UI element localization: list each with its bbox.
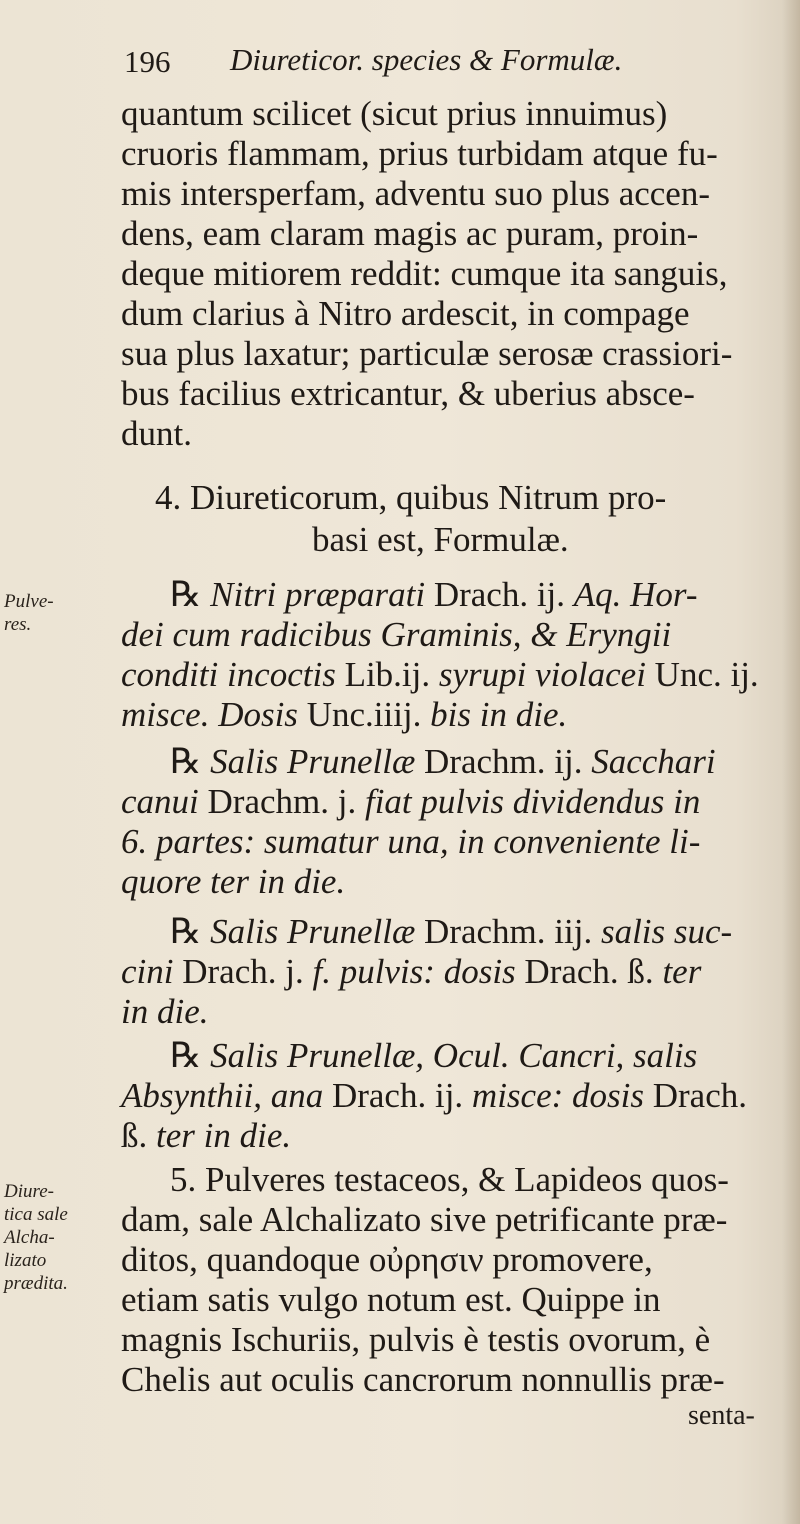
- recipe-line: [121, 695, 567, 735]
- text-line: mis intersperfam, adventu suo plus accen-: [121, 174, 710, 213]
- recipe-line: [121, 615, 671, 655]
- text-run: Aq. Hor-: [573, 575, 698, 614]
- recipe-symbol: ℞: [170, 575, 211, 614]
- recipe-line: [121, 1116, 291, 1156]
- text-run: Drach. j.: [182, 952, 313, 991]
- text-line: dens, eam claram magis ac puram, proin-: [121, 214, 699, 253]
- section-heading-4-cont: basi est, Formulæ.: [312, 520, 569, 559]
- text-run: cini: [121, 952, 183, 991]
- text-line: ditos, quandoque οὐρησιν promovere,: [121, 1240, 653, 1279]
- text-run: ter in die.: [156, 1116, 292, 1155]
- text-line: cruoris flammam, prius turbidam atque fu-: [121, 134, 718, 173]
- text-line: magnis Ischuriis, pulvis è testis ovorum, è: [121, 1320, 711, 1359]
- recipe-line: [121, 655, 759, 695]
- recipe-line: [121, 1076, 747, 1116]
- text-run: salis suc-: [600, 912, 733, 951]
- text-run: Drach.: [652, 1076, 747, 1115]
- text-line: Chelis aut oculis cancrorum nonnullis præ-: [121, 1360, 725, 1399]
- text-run: Unc.iiij.: [306, 695, 431, 734]
- text-run: Absynthii, ana: [121, 1076, 332, 1115]
- margin-note-diuretica: Diure- tica sale Alcha- lizato prædita.: [4, 1181, 68, 1294]
- text-run: misce: dosis: [471, 1076, 653, 1115]
- text-line: dam, sale Alchalizato sive petrificante præ-: [121, 1200, 728, 1239]
- text-run: Salis Prunellæ: [210, 742, 425, 781]
- text-run: Salis Prunellæ: [210, 912, 425, 951]
- text-line: sua plus laxatur; particulæ serosæ crassiori-: [121, 334, 733, 373]
- text-run: bis in die.: [430, 695, 568, 734]
- text-run: conditi incoctis: [121, 655, 345, 694]
- text-run: Drachm. j.: [207, 782, 365, 821]
- text-line: etiam satis vulgo notum est. Quippe in: [121, 1280, 661, 1319]
- recipe-line: [121, 782, 700, 822]
- text-line: deque mitiorem reddit: cumque ita sanguis,: [121, 254, 728, 293]
- recipe-line: [170, 912, 732, 952]
- recipe-symbol: ℞: [170, 1036, 211, 1075]
- text-run: syrupi violacei: [438, 655, 655, 694]
- text-run: ß.: [121, 1116, 156, 1155]
- text-run: Drach. ß.: [524, 952, 663, 991]
- text-run: Unc. ij.: [654, 655, 759, 694]
- text-line: 5. Pulveres testaceos, & Lapideos quos-: [170, 1160, 729, 1199]
- text-run: Nitri præparati: [210, 575, 434, 614]
- catchword: senta-: [688, 1400, 755, 1431]
- recipe-line: [170, 742, 716, 782]
- section-heading-4: 4. Diureticorum, quibus Nitrum pro-: [155, 478, 667, 517]
- text-run: Drach. ij.: [433, 575, 574, 614]
- recipe-line: [170, 1036, 697, 1076]
- text-run: 6. partes: sumatur una, in conveniente li-: [121, 822, 701, 861]
- text-run: canui: [121, 782, 208, 821]
- text-run: Drach. ij.: [331, 1076, 472, 1115]
- recipe-symbol: ℞: [170, 742, 211, 781]
- text-run: Sacchari: [591, 742, 716, 781]
- text-run: Drachm. ij.: [424, 742, 592, 781]
- text-line: quantum scilicet (sicut prius innuimus): [121, 94, 668, 133]
- text-line: bus facilius extricantur, & uberius absce-: [121, 374, 695, 413]
- running-title: Diureticor. species & Formulæ.: [230, 42, 623, 77]
- text-run: Salis Prunellæ, Ocul. Cancri, salis: [210, 1036, 698, 1075]
- recipe-line: [121, 952, 701, 992]
- text-run: in die.: [121, 992, 209, 1031]
- recipe-symbol: ℞: [170, 912, 211, 951]
- text-run: Drachm. iij.: [424, 912, 601, 951]
- margin-note-pulveres: Pulve- res.: [4, 591, 54, 635]
- text-line: dum clarius à Nitro ardescit, in compage: [121, 294, 690, 333]
- text-run: quore ter in die.: [121, 862, 346, 901]
- text-run: dei cum radicibus Graminis, & Eryngii: [121, 615, 672, 654]
- text-run: Lib.ij.: [344, 655, 439, 694]
- text-run: misce. Dosis: [121, 695, 307, 734]
- page-edge-shadow: [782, 0, 800, 1524]
- recipe-line: [121, 992, 208, 1032]
- recipe-line: [121, 822, 700, 862]
- recipe-line: [121, 862, 345, 902]
- page-number: 196: [124, 44, 171, 79]
- text-run: f. pulvis: dosis: [312, 952, 525, 991]
- text-run: ter: [662, 952, 702, 991]
- text-line: dunt.: [121, 414, 192, 453]
- text-run: fiat pulvis dividendus in: [364, 782, 701, 821]
- recipe-line: [170, 575, 698, 615]
